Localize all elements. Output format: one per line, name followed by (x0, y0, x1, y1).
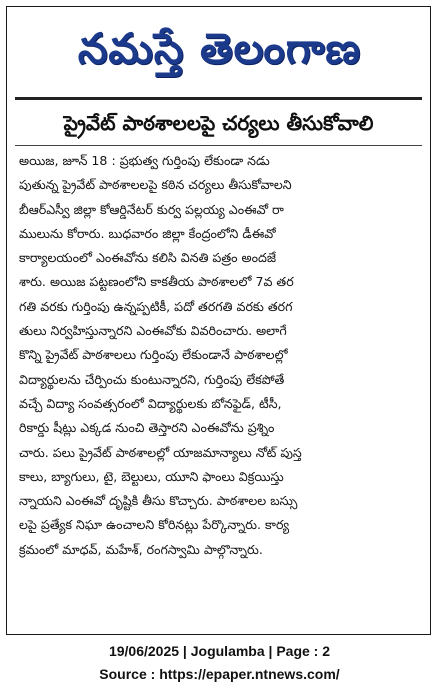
masthead-divider (15, 97, 422, 100)
article-body-line: రికార్డు షీట్లు ఎక్కడ నుంచి తెస్తారని ఎంఈవోను ప్రశ్నిం (19, 420, 275, 436)
article-body-line: పుతున్న ప్రైవేట్ పాఠశాలలపై కఠిన చర్యలు తీసుకోవాలని (19, 177, 292, 193)
article-body-line: బీఆర్ఎస్వీ జిల్లా కోఆర్డినేటర్ కుర్వ పల్లయ్య ఎంఈవో రా (19, 201, 284, 217)
article-body-line: న్నాయని ఎంఈవో దృష్టికి తీసు కొచ్చారు. పాఠశాలల బస్సు (19, 493, 298, 509)
article-body-line: గతి వరకు గుర్తింపు ఉన్నప్పటికీ, పదో తరగతి వరకు తరగ (19, 298, 293, 314)
article-body-line: విద్యార్థులను చేర్పించు కుంటున్నారని, గుర్తింపు లేకపోతే (19, 371, 285, 387)
article-body-line: క్రమంలో మాధవ్, మహేశ్, రంగస్వామి పాల్గొన్నారు. (19, 541, 263, 557)
article-body-line: శారు. అయిజ పట్టణంలోని కాకతీయ పాఠశాలలో 7వ తర (19, 274, 294, 290)
article-body (19, 149, 418, 562)
news-clipping (6, 6, 431, 635)
article-headline: ప్రైవేట్ పాఠశాలలపై చర్యలు తీసుకోవాలి (63, 111, 374, 135)
article-body-line: ములును కోరారు. బుధవారం జిల్లా కేంద్రంలోని డీఈవో (19, 225, 276, 241)
article-body-line: చారు. పలు ప్రైవేట్ పాఠశాలల్లో యాజమాన్యాలు నోట్ పుస్త (19, 444, 302, 460)
article-body-line: అయిజ, జూన్ 18 : ప్రభుత్వ గుర్తింపు లేకుండా నడు (19, 153, 270, 168)
article-body-line: కార్యాలయంలో ఎంఈవోను కలిసి వినతి పత్రం అందజే (19, 250, 277, 266)
footer-dateline: 19/06/2025 | Jogulamba | Page : 2 (108, 643, 331, 659)
article-body-line: లపై ప్రత్యేక నిఘా ఉంచాలని కోరినట్లు పేర్కొన్నారు. కార్య (19, 517, 290, 533)
clipping-footer (0, 640, 439, 686)
masthead-title: నమస్తే తెలంగాణ (77, 24, 362, 73)
article-body-line: కొన్ని ప్రైవేట్ పాఠశాలలు గుర్తింపు లేకుండానే పాఠశాలల్లో (19, 347, 288, 363)
footer-source: Source : https://epaper.ntnews.com/ (99, 666, 340, 682)
newspaper-masthead (17, 11, 422, 97)
headline-divider (15, 145, 422, 146)
article-body-line: తులు నిర్వహిస్తున్నారని ఎంఈవోకు వివరించారు. అలాగే (19, 323, 287, 339)
article-body-line: కాలు, బ్యాగులు, టై, బెల్టులు, యూని ఫాంలు విక్రయిస్తు (19, 468, 284, 484)
article-body-line: వచ్చే విద్యా సంవత్సరంలో విద్యార్థులకు బోనఫైడ్, టీసీ, (19, 395, 282, 411)
